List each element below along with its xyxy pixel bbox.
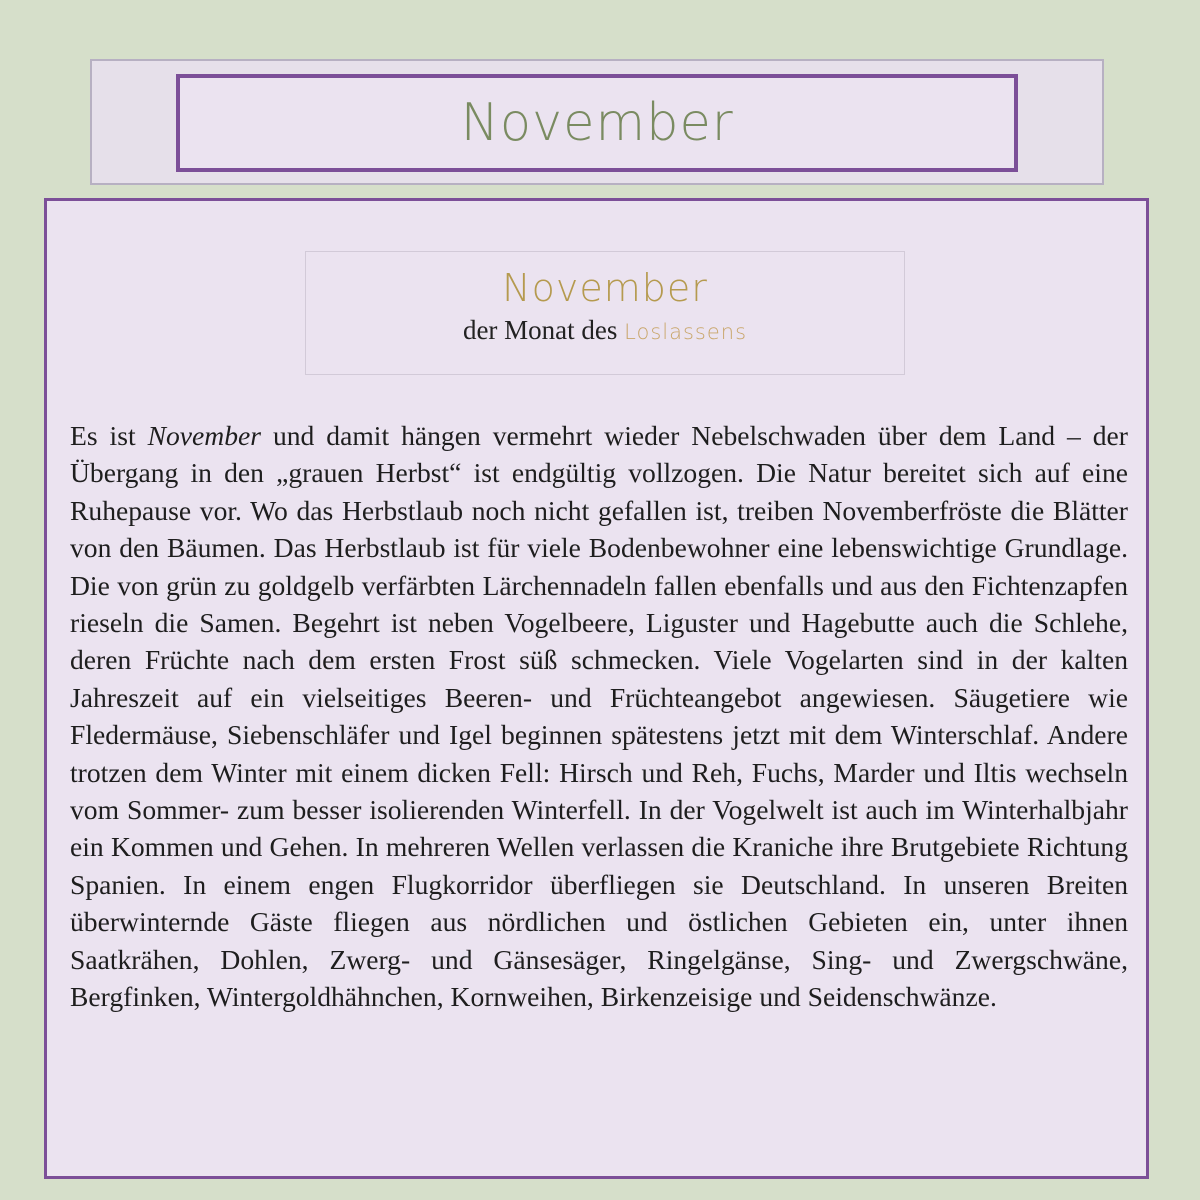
article-text <box>70 417 1128 1016</box>
subtitle-prefix: der Monat des <box>462 315 625 345</box>
article-body: und damit hängen vermehrt wieder Nebelschwaden über dem Land – der Übergang in den „grauen Herbst“ ist endgültig vollzogen. Die Natur bereitet sich auf eine Ruhepause vor. Wo das Herbstlaub noch nicht gefallen ist, treiben Novemberfröste die Blätter von den Bäumen. Das Herbstlaub ist für viele Bodenbewohner eine lebenswichtige Grundlage. Die von grün zu goldgelb verfärbten Lärchennadeln fallen ebenfalls und aus den Fichtenzapfen rieseln die Samen. Begehrt ist neben Vogelbeere, Liguster und Hagebutte auch die Schlehe, deren Früchte nach dem ersten Frost süß schmecken. Viele Vogelarten sind in der kalten Jahreszeit auf ein vielseitiges Beeren- und Früchteangebot angewiesen. Säugetiere wie Fledermäuse, Siebenschläfer und Igel beginnen spätestens jetzt mit dem Winterschlaf. Andere trotzen dem Winter mit einem dicken Fell: Hirsch und Reh, Fuchs, Marder und Iltis wechseln vom Sommer- zum besser isolierenden Winterfell. In der Vogelwelt ist auch im Winterhalbjahr ein Kommen und Gehen. In mehreren Wellen verlassen die Kraniche ihre Brutgebiete Richtung Spanien. In einem engen Flugkorridor überfliegen sie Deutschland. In unseren Breiten überwinternde Gäste fliegen aus nördlichen und östlichen Gebieten ein, unter ihnen Saatkrähen, Dohlen, Zwerg- und Gänsesäger, Ringelgänse, Sing- und Zwergschwäne, Bergfinken, Wintergoldhähnchen, Kornweihen, Birkenzeisige und Seidenschwänze. <box>70 420 1128 1013</box>
page-title: November <box>460 93 734 153</box>
subtitle-line <box>306 314 904 348</box>
article-emphasis: November <box>147 420 261 451</box>
subtitle-box <box>305 251 905 375</box>
header-banner <box>176 74 1018 172</box>
subtitle-title: November <box>502 266 708 310</box>
subtitle-accent: Loslassens <box>624 320 748 344</box>
article-intro: Es ist <box>70 420 148 451</box>
content-panel <box>44 198 1149 1179</box>
